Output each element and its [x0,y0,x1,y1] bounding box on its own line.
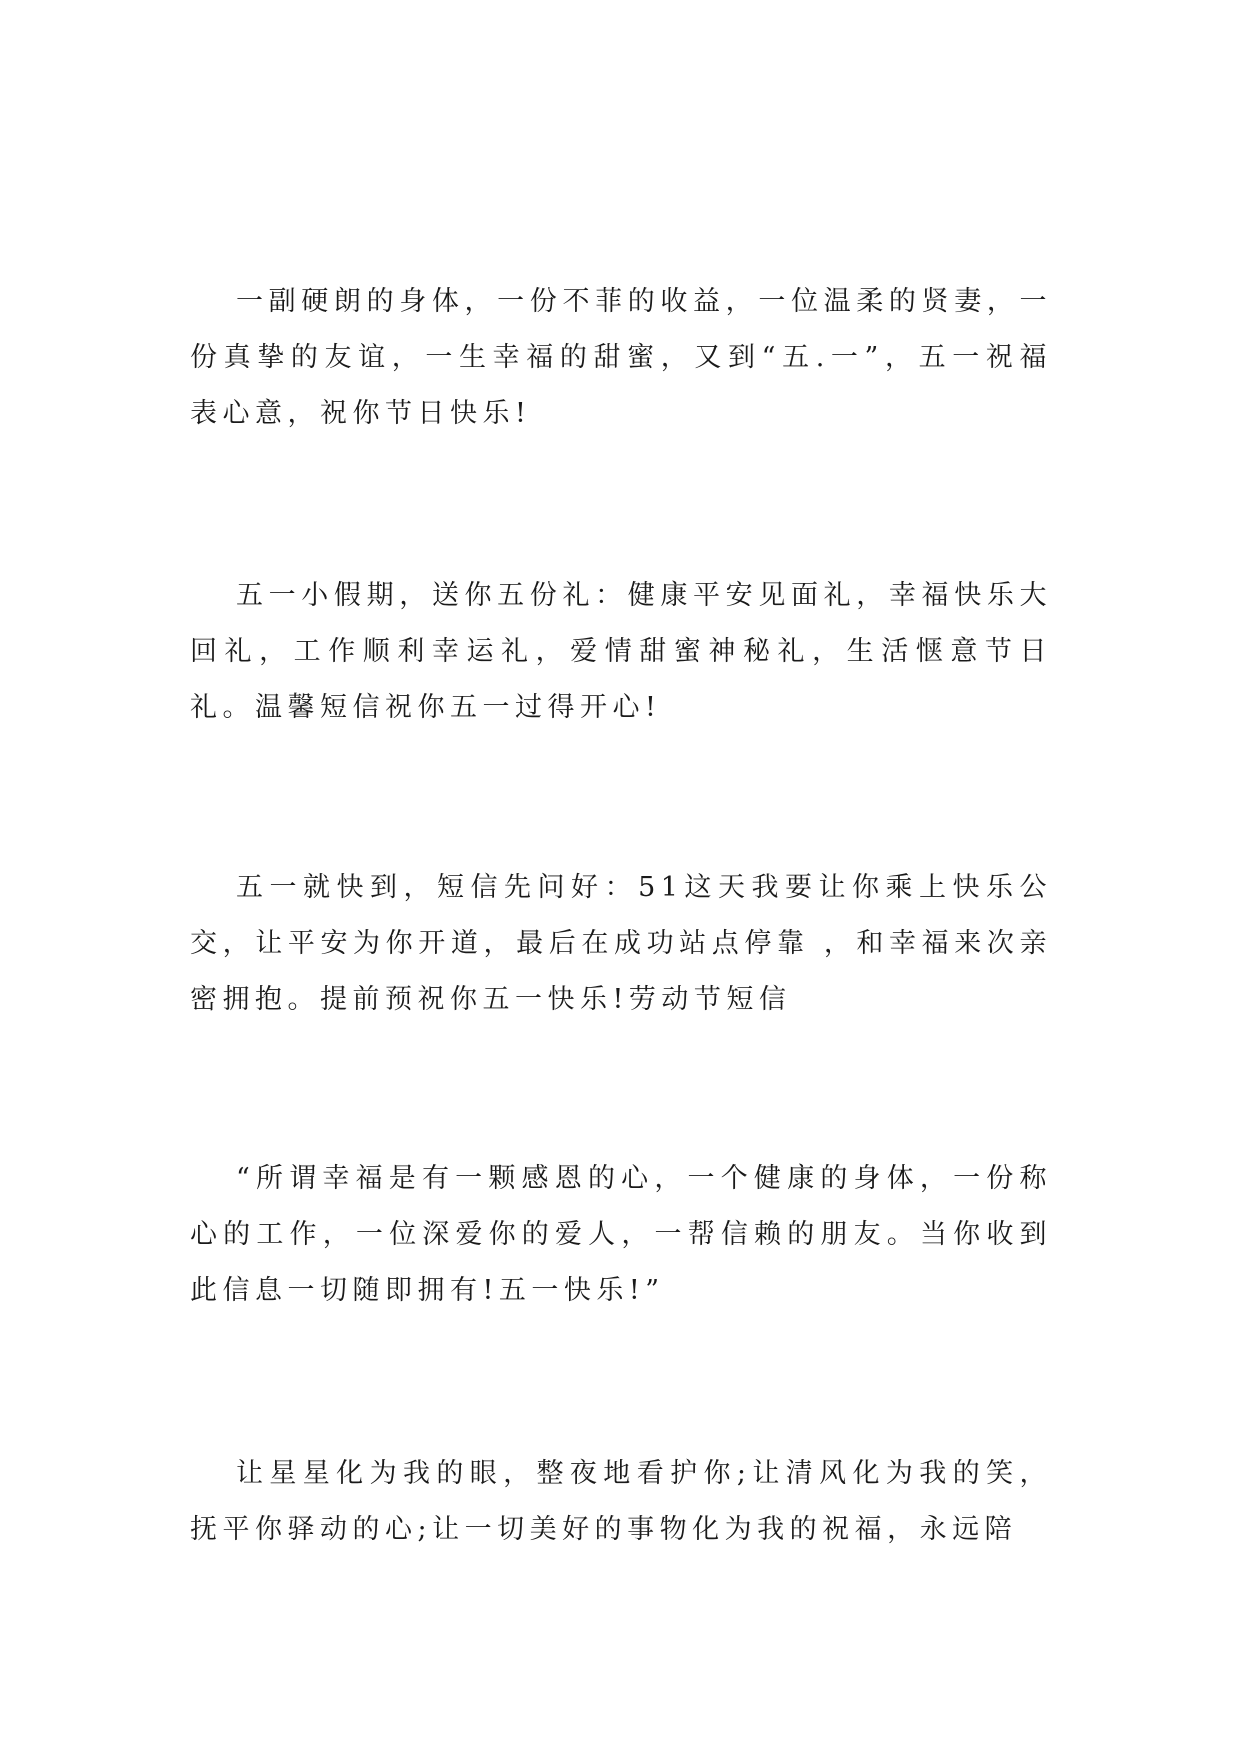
paragraph-may-day-wish-4: “所谓幸福是有一颗感恩的心，一个健康的身体，一份称心的工作，一位深爱你的爱人，一帮信赖的朋友。当你收到此信息一切随即拥有!五一快乐!” [190,1163,1052,1306]
paragraph-may-day-wish-5: 让星星化为我的眼，整夜地看护你;让清风化为我的笑，抚平你驿动的心;让一切美好的事物化为我的祝福，永远陪 [190,1458,1052,1545]
paragraph-may-day-wish-2: 五一小假期，送你五份礼：健康平安见面礼，幸福快乐大回礼，工作顺利幸运礼，爱情甜蜜神秘礼，生活惬意节日礼。温馨短信祝你五一过得开心! [190,580,1052,723]
paragraph-may-day-wish-3: 五一就快到，短信先问好：51这天我要让你乘上快乐公交，让平安为你开道，最后在成功站点停靠 ，和幸福来次亲密拥抱。提前预祝你五一快乐!劳动节短信 [190,872,1052,1015]
paragraph-may-day-wish-1: 一副硬朗的身体，一份不菲的收益，一位温柔的贤妻，一份真挚的友谊，一生幸福的甜蜜，又到“五.一”，五一祝福表心意，祝你节日快乐! [190,286,1052,429]
